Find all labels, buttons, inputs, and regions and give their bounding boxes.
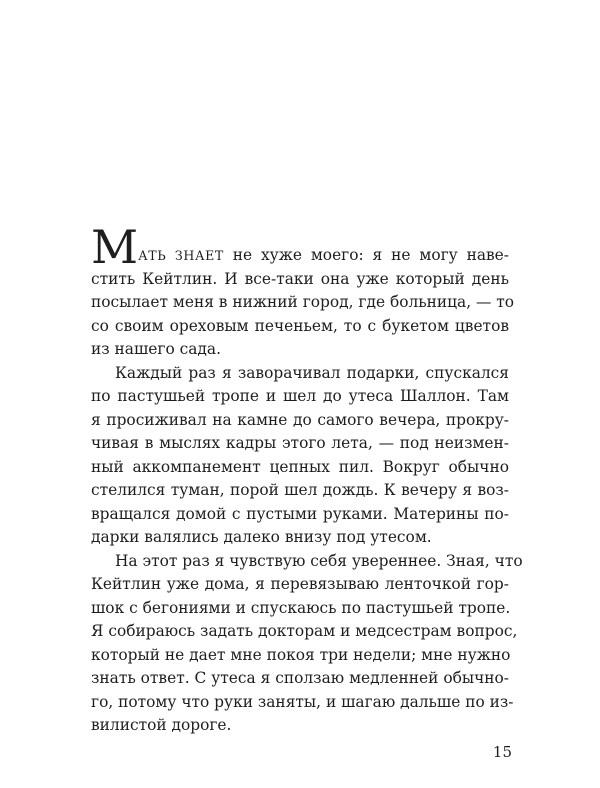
text-line: из нашего сада. (91, 340, 221, 358)
text-line: стить Кейтлин. И все-таки она уже который день (91, 269, 509, 288)
text-line: Кейтлин уже дома, я перевязываю ленточкой гор- (91, 575, 509, 593)
text-line: чивая в мыслях кадры этого лета, — под неизмен- (91, 434, 509, 452)
body-text (91, 220, 523, 738)
text-line: ный аккомпанемент цепных пил. Вокруг обычно (91, 457, 509, 476)
text-line: шок с бегониями и спускаюсь по пастушьей тропе. (91, 598, 511, 617)
text-line: вилистой дороге. (91, 716, 232, 734)
paragraph-2 (91, 362, 509, 550)
page-number: 15 (492, 743, 512, 761)
text-line: На этот раз я чувствую себя увереннее. Зная, что (115, 551, 523, 570)
paragraph-1 (91, 220, 515, 362)
text-line: дарки валялись далеко внизу под утесом. (91, 528, 432, 546)
text-line: по пастушьей тропе и шел до утеса Шаллон. Там (91, 387, 509, 405)
text-line: вращался домой с пустыми руками. Материны по- (91, 504, 509, 523)
text-line: знать ответ. С утеса я сползаю медленней обычно- (91, 669, 509, 687)
text-line: посылает меня в нижний город, где больница, — то (91, 293, 515, 311)
text-line: стелился туман, порой шел дождь. К вечеру я воз- (91, 481, 509, 499)
opening-smallcaps: АТЬ ЗНАЕТ (138, 248, 224, 263)
text-line: Каждый раз я заворачивал подарки, спускался (115, 363, 509, 382)
text-line: который не дает мне покоя три недели; мне нужно (91, 645, 511, 664)
text-line: Я собираюсь задать докторам и медсестрам вопрос, (91, 622, 518, 640)
text-line: я просиживал на камне до самого вечера, прокру- (91, 410, 509, 429)
drop-cap: М (91, 220, 139, 274)
text-line: со своим ореховым печеньем, то с букетом цветов (91, 316, 509, 335)
paragraph-3 (91, 550, 523, 738)
text-line: го, потому что руки заняты, и шагаю дальше по из- (91, 692, 514, 711)
text-line: МАТЬ ЗНАЕТ не хуже моего: я не могу наве- (91, 220, 509, 274)
